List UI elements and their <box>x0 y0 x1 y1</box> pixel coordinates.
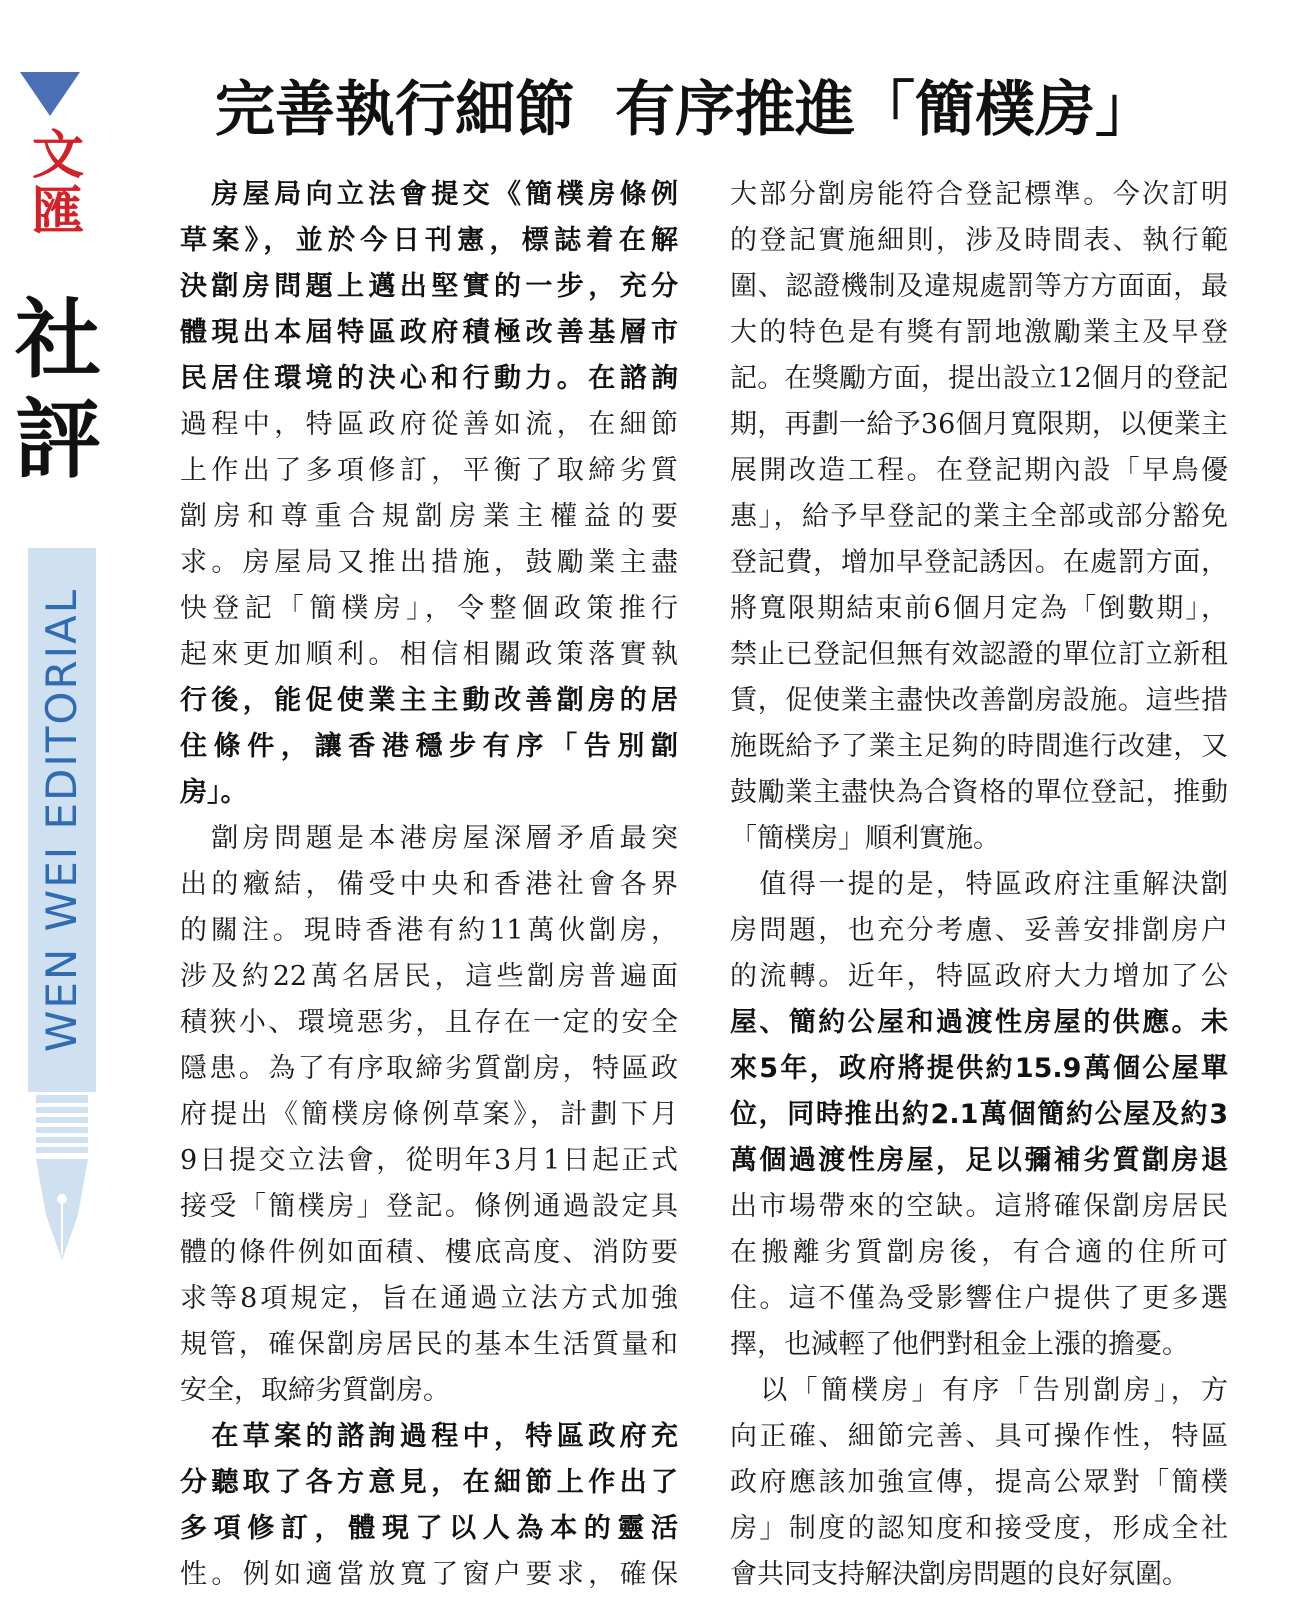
text-line: 屋、簡約公屋和過渡性房屋的供應。未 <box>730 1007 1228 1038</box>
text-line: 登記費，增加早登記誘因。在處罰方面， <box>730 547 1228 578</box>
text-line: 行後，能促使業主主動改善劏房的居 <box>180 685 678 716</box>
text-line: 安全，取締劣質劏房。 <box>180 1375 450 1406</box>
text-line: 萬個過渡性房屋，足以彌補劣質劏房退 <box>730 1145 1228 1176</box>
text-line: 分聽取了各方意見，在細節上作出了 <box>180 1467 678 1498</box>
text-line: 來5年，政府將提供約15.9萬個公屋單 <box>730 1053 1228 1084</box>
section-title <box>6 290 110 490</box>
text-line: 府提出《簡樸房條例草案》，計劃下月 <box>180 1099 678 1130</box>
text-line: 積狹小、環境惡劣，且存在一定的安全 <box>180 1007 678 1038</box>
text-line: 向正確、細節完善、具可操作性，特區 <box>730 1421 1228 1452</box>
text-line: 房屋局向立法會提交《簡樸房條例 <box>180 179 678 210</box>
text-line: 劏房和尊重合規劏房業主權益的要 <box>180 501 678 532</box>
text-line: 快登記「簡樸房」，令整個政策推行 <box>180 593 678 624</box>
text-line: 民居住環境的決心和行動力。在諮詢 <box>180 363 678 394</box>
headline-part2: 有序推進「簡樸房」 <box>615 75 1155 145</box>
text-line: 大的特色是有獎有罰地激勵業主及早登 <box>730 317 1228 348</box>
masthead-sidebar <box>0 0 112 1486</box>
text-line: 過程中，特區政府從善如流，在細節 <box>180 409 678 440</box>
text-line: 位，同時推出約2.1萬個簡約公屋及約3 <box>730 1099 1228 1130</box>
section-char: 社 <box>15 289 101 390</box>
text-line: 性。例如適當放寬了窗户要求，確保 <box>180 1559 678 1590</box>
headline <box>215 70 1255 150</box>
text-line: 的登記實施細則，涉及時間表、執行範 <box>730 225 1228 256</box>
text-line: 大部分劏房能符合登記標準。今次訂明 <box>730 179 1228 210</box>
text-line: 在搬離劣質劏房後，有合適的住所可 <box>730 1237 1228 1268</box>
text-line: 惠」，給予早登記的業主全部或部分豁免 <box>730 501 1228 532</box>
text-line: 草案》，並於今日刊憲，標誌着在解 <box>180 225 678 256</box>
text-line: 鼓勵業主盡快為合資格的單位登記，推動 <box>730 777 1228 808</box>
text-line: 隱患。為了有序取締劣質劏房，特區政 <box>180 1053 678 1084</box>
left-column <box>180 172 678 1598</box>
text-line: 上作出了多項修訂，平衡了取締劣質 <box>180 455 678 486</box>
text-line: 圍、認證機制及違規處罰等方方面面，最 <box>730 271 1228 302</box>
text-line: 賃，促使業主盡快改善劏房設施。這些措 <box>730 685 1228 716</box>
text-line: 記。在獎勵方面，提出設立12個月的登記 <box>730 363 1228 394</box>
wenwei-logo <box>26 128 90 240</box>
text-line: 9日提交立法會，從明年3月1日起正式 <box>180 1145 678 1176</box>
text-line: 值得一提的是，特區政府注重解決劏 <box>730 869 1228 900</box>
text-line: 的關注。現時香港有約11萬伙劏房， <box>180 915 678 946</box>
section-char: 評 <box>15 389 101 490</box>
text-line: 的流轉。近年，特區政府大力增加了公 <box>730 961 1228 992</box>
text-line: 規管，確保劏房居民的基本生活質量和 <box>180 1329 678 1360</box>
text-line: 住。這不僅為受影響住户提供了更多選 <box>730 1283 1228 1314</box>
text-line: 以「簡樸房」有序「告別劏房」，方 <box>730 1375 1228 1406</box>
text-line: 接受「簡樸房」登記。條例通過設定具 <box>180 1191 678 1222</box>
right-column <box>730 172 1228 1598</box>
text-line: 施既給予了業主足夠的時間進行改建，又 <box>730 731 1228 762</box>
text-line: 期，再劃一給予36個月寬限期，以便業主 <box>730 409 1228 440</box>
text-line: 展開改造工程。在登記期內設「早鳥優 <box>730 455 1228 486</box>
text-line: 體的條件例如面積、樓底高度、消防要 <box>180 1237 678 1268</box>
text-line: 在草案的諮詢過程中，特區政府充 <box>180 1421 678 1452</box>
text-line: 求。房屋局又推出措施，鼓勵業主盡 <box>180 547 678 578</box>
text-line: 禁止已登記但無有效認證的單位訂立新租 <box>730 639 1228 670</box>
text-line: 「簡樸房」順利實施。 <box>730 823 1000 854</box>
logo-char: 文 <box>31 126 84 186</box>
text-line: 政府應該加強宣傳，提高公眾對「簡樸 <box>730 1467 1228 1498</box>
text-line: 決劏房問題上邁出堅實的一步，充分 <box>180 271 678 302</box>
text-line: 多項修訂，體現了以人為本的靈活 <box>180 1513 678 1544</box>
english-section-label: WEN WEI EDITORIAL <box>37 587 86 1053</box>
text-line: 體現出本屆特區政府積極改善基層市 <box>180 317 678 348</box>
text-line: 住條件，讓香港穩步有序「告別劏 <box>180 731 678 762</box>
text-line: 擇，也減輕了他們對租金上漲的擔憂。 <box>730 1329 1189 1360</box>
text-line: 起來更加順利。相信相關政策落實執 <box>180 639 678 670</box>
text-line: 將寬限期結束前6個月定為「倒數期」， <box>730 593 1228 624</box>
text-line: 出市場帶來的空缺。這將確保劏房居民 <box>730 1191 1228 1222</box>
text-line: 求等8項規定，旨在通過立法方式加強 <box>180 1283 678 1314</box>
text-line: 涉及約22萬名居民，這些劏房普遍面 <box>180 961 678 992</box>
text-line: 出的癥結，備受中央和香港社會各界 <box>180 869 678 900</box>
text-line: 房」。 <box>180 777 248 808</box>
fountain-pen-icon <box>32 1095 92 1265</box>
text-line: 房問題，也充分考慮、妥善安排劏房户 <box>730 915 1228 946</box>
triangle-marker <box>20 72 80 116</box>
headline-part1: 完善執行細節 <box>215 75 575 145</box>
logo-char: 匯 <box>31 182 84 242</box>
text-line: 房」制度的認知度和接受度，形成全社 <box>730 1513 1228 1544</box>
text-line: 劏房問題是本港房屋深層矛盾最突 <box>180 823 678 854</box>
text-line: 會共同支持解決劏房問題的良好氛圍。 <box>730 1559 1189 1590</box>
